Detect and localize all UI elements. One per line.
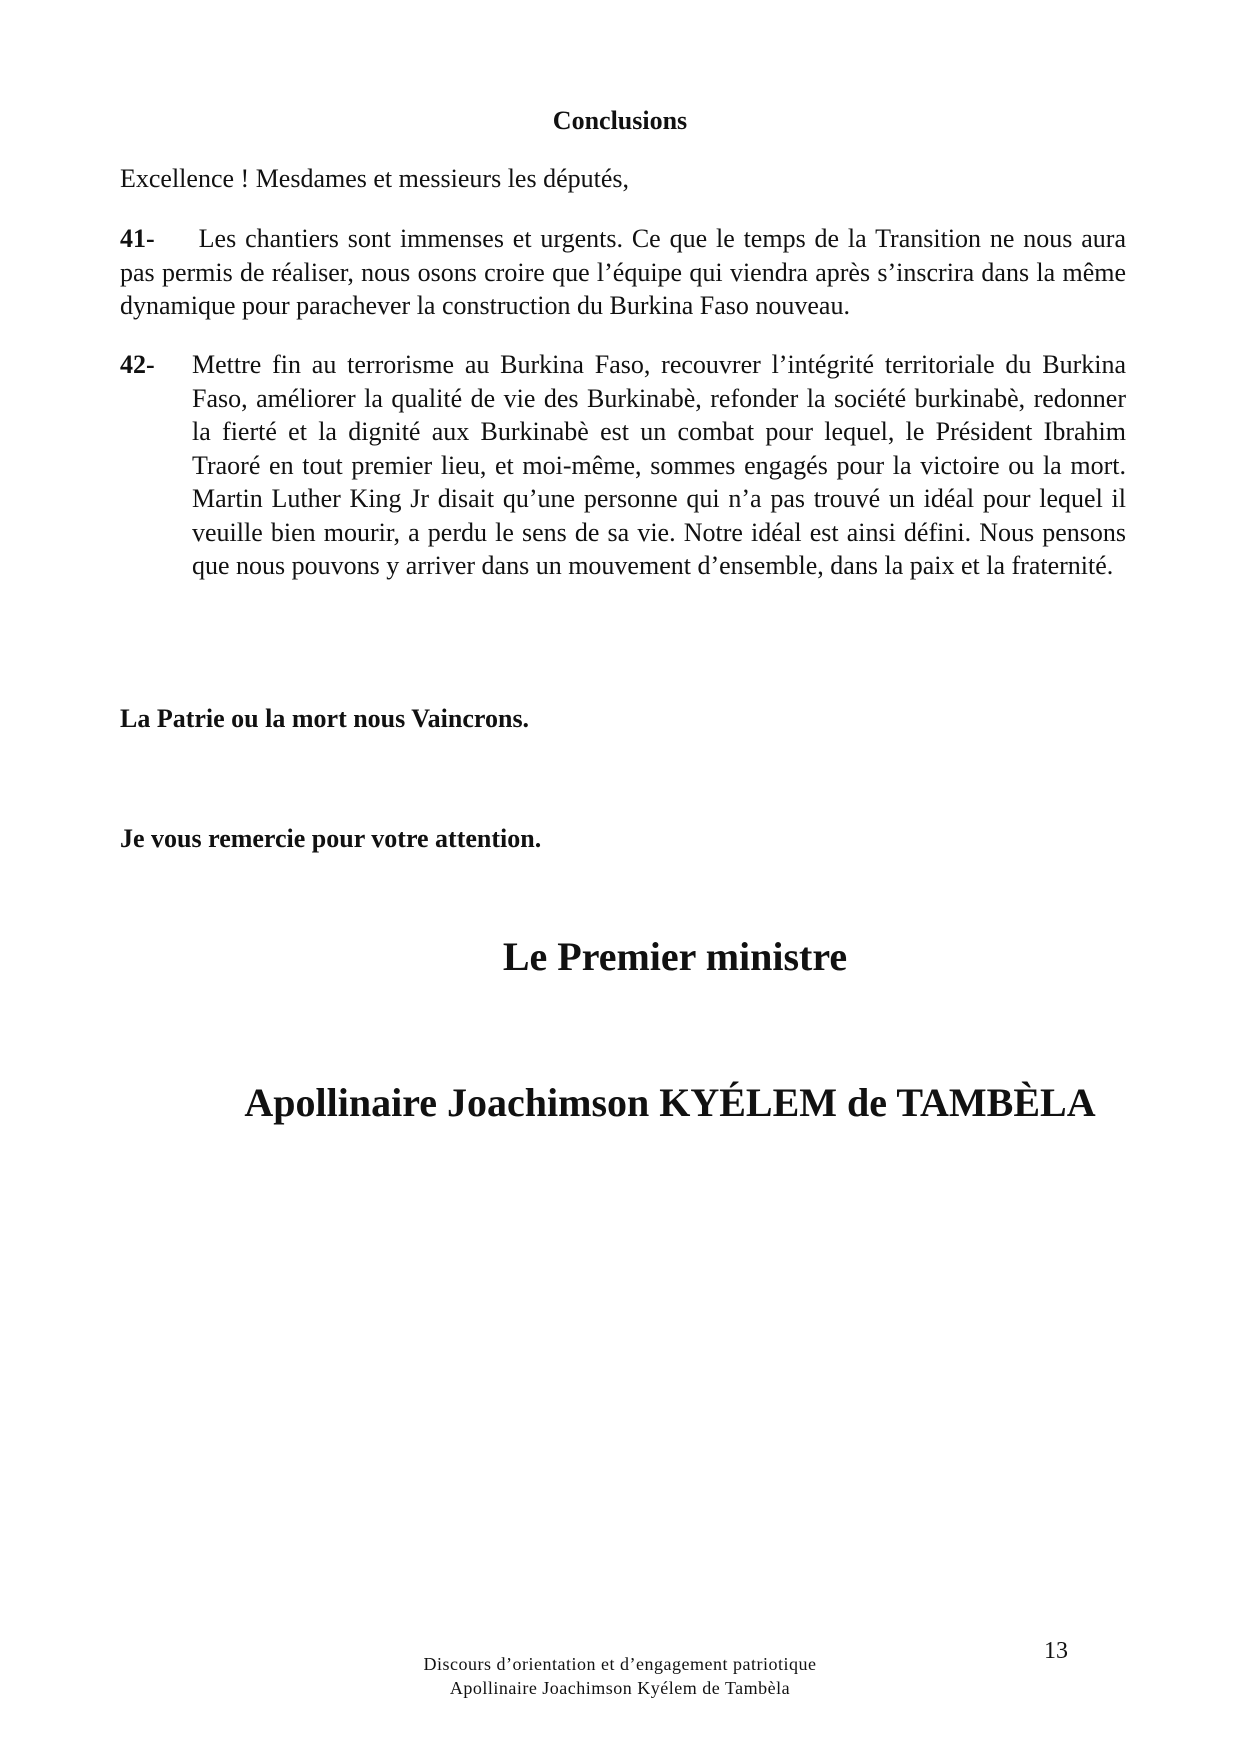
signature-name: Apollinaire Joachimson KYÉLEM de TAMBÈLA: [244, 1080, 1096, 1125]
paragraph-text: Les chantiers sont immenses et urgents. Ce que le temps de la Transition ne nous aura pas permis de réaliser, nous osons croire que l’équipe qui viendra après s’inscrira dans la même dynamique pour parachever la construction du Burkina Faso nouveau.: [120, 224, 1126, 320]
signature-title: Le Premier ministre: [502, 934, 848, 979]
motto: La Patrie ou la mort nous Vaincrons.: [120, 704, 530, 733]
section-heading: Conclusions: [552, 106, 688, 135]
footer-line-author: Apollinaire Joachimson Kyélem de Tambèla: [449, 1678, 791, 1698]
paragraph-number: 42-: [120, 350, 155, 379]
thanks-line: Je vous remercie pour votre attention.: [120, 824, 542, 853]
footer-line-title: Discours d’orientation et d’engagement patriotique: [423, 1654, 817, 1674]
paragraph-41: [120, 222, 1126, 323]
salutation: Excellence ! Mesdames et messieurs les députés,: [120, 164, 629, 193]
paragraph-42: [120, 348, 1126, 583]
page-number: 13: [1044, 1638, 1068, 1664]
paragraph-number: 41-: [120, 224, 155, 253]
page-footer: [290, 1652, 950, 1700]
paragraph-text: Mettre fin au terrorisme au Burkina Faso, recouvrer l’intégrité territoriale du Burkina Faso, améliorer la qualité de vie des Burkinabè, refonder la société burkinabè, redonner la fierté et la dignité aux Burkinabè est un combat pour lequel, le Président Ibrahim Traoré en tout premier lieu, et moi-même, sommes engagés pour la victoire ou la mort. Martin Luther King Jr disait qu’une personne qui n’a pas trouvé un idéal pour lequel il veuille bien mourir, a perdu le sens de sa vie. Notre idéal est ainsi défini. Nous pensons que nous pouvons y arriver dans un mouvement d’ensemble, dans la paix et la fraternité.: [192, 350, 1126, 580]
